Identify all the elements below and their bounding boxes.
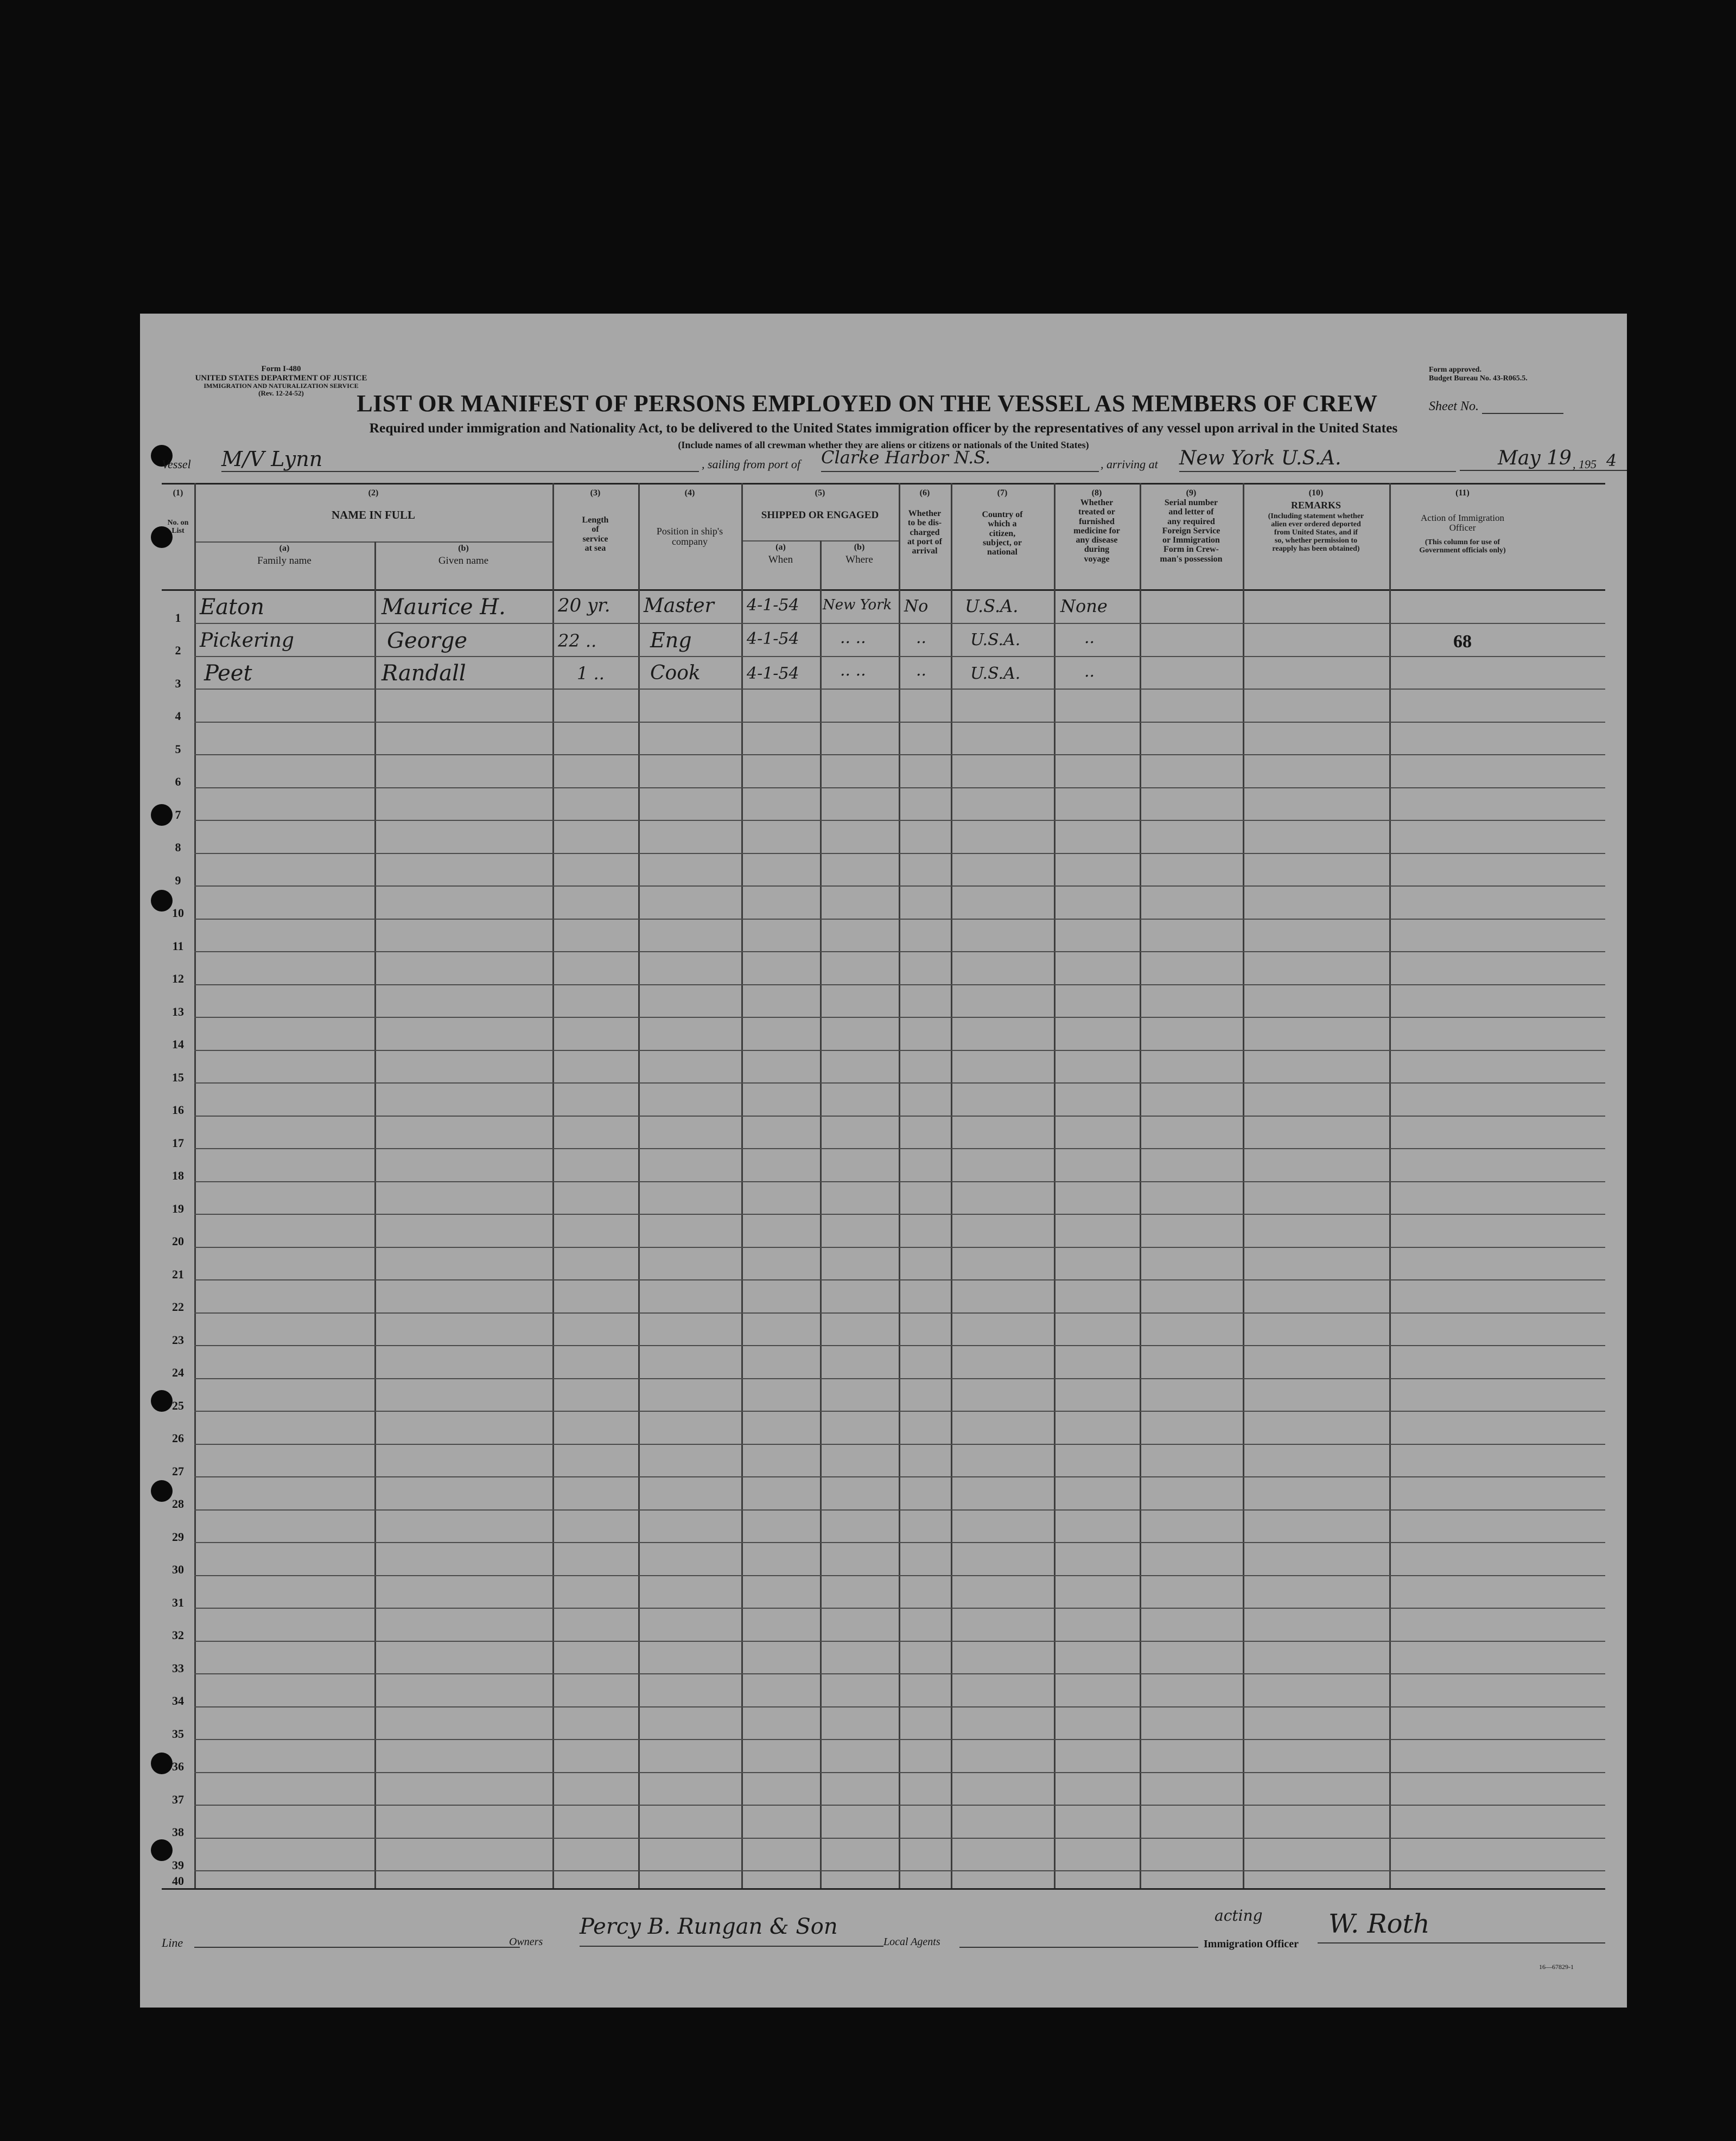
shipped-where-cell[interactable]: .. .. (840, 661, 866, 680)
row-number: 6 (175, 775, 181, 788)
position-cell[interactable]: Cook (650, 662, 701, 684)
row-rule (194, 919, 1605, 920)
row-rule (194, 1247, 1605, 1248)
row-rule (194, 623, 1605, 624)
country-cell[interactable]: U.S.A. (970, 664, 1021, 683)
col11-line2: Officer (1449, 522, 1476, 533)
row-number: 19 (172, 1202, 184, 1215)
col8-line1: Whether (1080, 498, 1114, 507)
action-cell[interactable]: 68 (1453, 632, 1472, 652)
arriving-label: , arriving at (1101, 457, 1158, 471)
row-rule (194, 1476, 1605, 1477)
row-number: 22 (172, 1300, 184, 1314)
row-rule (194, 1772, 1605, 1773)
column-divider (374, 541, 376, 1888)
col5b-header: Where (845, 554, 873, 565)
year-digit[interactable]: 4 (1606, 451, 1617, 470)
medicine-cell[interactable]: .. (1084, 628, 1095, 647)
row-number: 12 (172, 972, 184, 985)
discharge-cell[interactable]: No (904, 597, 929, 616)
col5b-letter: (b) (854, 543, 865, 552)
position-cell[interactable]: Eng (650, 628, 692, 652)
row-number: 3 (175, 677, 181, 690)
col3-line3: service (582, 534, 608, 544)
row-number: 13 (172, 1005, 184, 1018)
row-number: 31 (172, 1596, 184, 1609)
row-rule (194, 1378, 1605, 1379)
row-number: 2 (175, 643, 181, 657)
row-rule (194, 1116, 1605, 1117)
row-number: 30 (172, 1563, 184, 1576)
row-rule (194, 1181, 1605, 1182)
shipped-where-cell[interactable]: .. .. (840, 628, 866, 647)
row-number: 10 (172, 906, 184, 920)
sheet-number-label: Sheet No. (1429, 399, 1479, 413)
col4-line1: Position in ship's (656, 526, 723, 537)
column-divider (1243, 483, 1244, 1888)
col10-header: REMARKS (1290, 500, 1341, 511)
col10-note-line5: reapply has been obtained) (1272, 545, 1360, 553)
column-divider (1140, 483, 1141, 1888)
row-rule (194, 1673, 1605, 1674)
col4-header (638, 526, 741, 547)
col7-line1: Country of (982, 510, 1023, 519)
sheet-number (1429, 399, 1563, 414)
col3-number: (3) (590, 488, 601, 498)
service-length-cell[interactable]: 20 yr. (558, 595, 611, 616)
row-rule (194, 1575, 1605, 1576)
col2b-letter: (b) (458, 544, 469, 553)
col2-header: NAME IN FULL (331, 508, 415, 521)
row-number: 25 (172, 1399, 184, 1412)
row-number: 40 (172, 1874, 184, 1888)
row-rule (194, 1148, 1605, 1149)
col8-line2: treated or (1078, 507, 1115, 517)
col9-line3: any required (1167, 517, 1215, 526)
col10-note-line2: alien ever ordered deported (1271, 520, 1361, 529)
row-number: 38 (172, 1825, 184, 1839)
service-length-cell[interactable]: 22 .. (558, 630, 597, 651)
column-divider (951, 483, 952, 1888)
row-rule (194, 820, 1605, 821)
vessel-name-field[interactable]: M/V Lynn (221, 447, 699, 472)
row-rule (194, 1870, 1605, 1871)
row-number: 23 (172, 1333, 184, 1347)
row-rule (194, 1608, 1605, 1609)
col9-line6: Form in Crew- (1163, 545, 1219, 555)
col2a-header: Family name (257, 555, 311, 566)
col11-note-line2: Government officials only) (1419, 546, 1506, 555)
country-cell[interactable]: U.S.A. (970, 630, 1021, 649)
row-rule (194, 1641, 1605, 1642)
row-rule (194, 656, 1605, 657)
row-number: 18 (172, 1169, 184, 1182)
row-rule (194, 1805, 1605, 1806)
line-label: Line (162, 1936, 183, 1949)
family-name-cell[interactable]: Pickering (200, 629, 294, 652)
crew-inclusion-note: (Include names of all crewman whether they are aliens or citizens or nationals of the United States) (678, 439, 1089, 450)
sheet-number-field[interactable] (1482, 401, 1563, 414)
col8-number: (8) (1091, 488, 1102, 498)
form-number: Form I-480 (261, 365, 301, 373)
col10-note-line3: from United States, and if (1274, 528, 1358, 537)
position-cell[interactable]: Master (644, 595, 714, 617)
arriving-port-field[interactable]: New York U.S.A. (1179, 447, 1456, 472)
officer-signature[interactable]: W. Roth (1318, 1909, 1605, 1944)
col5a-header: When (768, 554, 793, 565)
row-number: 37 (172, 1793, 184, 1806)
row-rule (194, 853, 1605, 854)
column-divider (638, 483, 640, 1888)
col9-line1: Serial number (1164, 498, 1218, 507)
medicine-cell[interactable]: None (1060, 596, 1108, 616)
col11-note (1389, 538, 1536, 555)
col8-line3: furnished (1079, 517, 1115, 526)
row-number: 11 (172, 939, 184, 953)
col11-note-line1: (This column for use of (1425, 538, 1500, 546)
sailing-port-field[interactable]: Clarke Harbor N.S. (821, 447, 1099, 472)
row-rule (194, 1017, 1605, 1018)
row-number: 15 (172, 1070, 184, 1084)
row-rule (194, 1838, 1605, 1839)
row-number: 20 (172, 1234, 184, 1248)
col10-note-line1: (Including statement whether (1268, 512, 1364, 520)
row-rule (194, 1345, 1605, 1346)
given-name-cell[interactable]: George (387, 628, 468, 653)
col8-header (1054, 498, 1140, 564)
row-rule (194, 1706, 1605, 1707)
row-number: 28 (172, 1497, 184, 1511)
col9-header (1140, 498, 1243, 564)
column-divider (741, 483, 743, 1888)
col6-line2: to be dis- (907, 518, 942, 528)
col7-line5: national (987, 547, 1018, 557)
row-number: 35 (172, 1727, 184, 1741)
row-number: 7 (175, 808, 181, 821)
row-rule (194, 1542, 1605, 1543)
department-name: UNITED STATES DEPARTMENT OF JUSTICE (195, 373, 367, 383)
country-cell[interactable]: U.S.A. (965, 596, 1019, 616)
col8-line5: any disease (1076, 536, 1118, 545)
row-rule (194, 689, 1605, 690)
col7-number: (7) (997, 488, 1008, 498)
approval-info (1429, 366, 1528, 383)
row-number: 17 (172, 1136, 184, 1150)
budget-bureau: Budget Bureau No. 43-R065.5. (1429, 374, 1528, 383)
column-divider (194, 483, 196, 1888)
owners-label: Owners (509, 1936, 543, 1948)
col6-line3: charged (910, 527, 940, 537)
row-number: 29 (172, 1530, 184, 1544)
page-title: LIST OR MANIFEST OF PERSONS EMPLOYED ON THE VESSEL AS MEMBERS OF CREW (357, 390, 1378, 417)
col9-number: (9) (1186, 488, 1197, 498)
row-number: 4 (175, 709, 181, 723)
row-number: 27 (172, 1464, 184, 1478)
punch-hole (151, 1839, 173, 1861)
line-field[interactable] (194, 1947, 520, 1948)
row-number: 8 (175, 840, 181, 854)
row-rule (194, 1444, 1605, 1445)
row-rule (194, 754, 1605, 755)
column-divider (552, 483, 554, 1888)
row-rule (194, 885, 1605, 887)
family-name-cell[interactable]: Eaton (200, 595, 264, 620)
row-number: 32 (172, 1628, 184, 1642)
medicine-cell[interactable]: .. (1084, 662, 1095, 681)
owners-signature[interactable]: Percy B. Rungan & Son (580, 1914, 883, 1947)
col6-line5: arrival (912, 546, 938, 556)
shipped-when-cell[interactable]: 4-1-54 (747, 596, 799, 615)
col9-line5: or Immigration (1162, 536, 1220, 545)
col3-line4: at sea (584, 543, 606, 553)
form-revision: (Rev. 12-24-52) (258, 389, 304, 398)
header-bottom-rule (162, 589, 1605, 591)
discharge-cell[interactable]: .. (916, 661, 927, 680)
row-number: 36 (172, 1760, 184, 1773)
col9-line2: and letter of (1168, 507, 1214, 517)
col6-header (899, 509, 951, 556)
row-number: 39 (172, 1858, 184, 1872)
col7-line2: which a (988, 519, 1017, 529)
immigration-officer-label: Immigration Officer (1204, 1938, 1299, 1950)
table-bottom-rule (162, 1888, 1605, 1890)
discharge-cell[interactable]: .. (916, 628, 927, 647)
local-agents-field[interactable] (959, 1947, 1198, 1948)
row-number: 16 (172, 1103, 184, 1117)
col10-note-line4: so, whether permission to (1274, 537, 1358, 545)
page-subtitle: Required under immigration and Nationality Act, to be delivered to the United States immigration officer by the representatives of any vessel upon arrival in the United States (369, 420, 1398, 436)
col11-line1: Action of Immigration (1421, 513, 1504, 523)
row-rule (194, 984, 1605, 985)
form-approved: Form approved. (1429, 366, 1481, 374)
manifest-page (140, 314, 1627, 2008)
year-prefix: , 195 (1573, 457, 1597, 471)
row-number: 26 (172, 1431, 184, 1445)
col7-line4: subject, or (983, 538, 1022, 547)
col8-line7: voyage (1084, 554, 1110, 564)
col7-header (951, 510, 1054, 557)
row-rule (194, 722, 1605, 723)
col3-line1: Length (582, 515, 609, 525)
shipped-when-cell[interactable]: 4-1-54 (747, 629, 799, 648)
row-rule (194, 1411, 1605, 1412)
table-top-rule (162, 483, 1605, 485)
shipped-when-cell[interactable]: 4-1-54 (747, 664, 799, 683)
print-code: 16—67829-1 (1539, 1963, 1574, 1971)
vessel-label: Vessel (162, 457, 191, 471)
arrival-date-field[interactable]: May 19 (1460, 447, 1627, 471)
column-divider (1389, 483, 1391, 1888)
col5-number: (5) (815, 488, 825, 498)
col10-note (1243, 512, 1389, 553)
row-rule (194, 1312, 1605, 1314)
service-length-cell[interactable]: 1 .. (577, 663, 605, 684)
col6-line1: Whether (908, 509, 942, 518)
row-rule (194, 1082, 1605, 1084)
row-number: 24 (172, 1366, 184, 1379)
family-name-cell[interactable]: Peet (204, 661, 252, 686)
col9-line7: man's possession (1160, 554, 1223, 564)
subheader-rule-names (194, 541, 552, 543)
given-name-cell[interactable]: Maurice H. (381, 595, 506, 620)
row-number: 9 (175, 874, 181, 887)
col6-number: (6) (919, 488, 930, 498)
col11-number: (11) (1455, 488, 1470, 498)
col8-line6: during (1084, 545, 1110, 555)
col3-line2: of (592, 525, 599, 534)
row-number: 34 (172, 1694, 184, 1707)
row-number: 33 (172, 1661, 184, 1675)
column-divider (899, 483, 900, 1888)
col7-line3: citizen, (989, 528, 1016, 538)
col4-number: (4) (684, 488, 695, 498)
row-rule (194, 787, 1605, 788)
col6-line4: at port of (907, 537, 942, 546)
row-rule (194, 1509, 1605, 1511)
col2a-letter: (a) (279, 544, 290, 553)
row-rule (194, 1050, 1605, 1051)
row-rule (194, 1739, 1605, 1740)
col1-header: No. on List (167, 519, 189, 536)
row-rule (194, 1279, 1605, 1280)
row-number: 14 (172, 1037, 184, 1051)
col5a-letter: (a) (775, 543, 786, 552)
col1-number: (1) (173, 488, 183, 498)
given-name-cell[interactable]: Randall (381, 661, 466, 686)
col4-line2: company (672, 536, 708, 547)
service-name: IMMIGRATION AND NATURALIZATION SERVICE (204, 382, 359, 390)
row-rule (194, 1214, 1605, 1215)
row-number: 21 (172, 1267, 184, 1281)
sailing-label: , sailing from port of (702, 457, 800, 471)
col9-line4: Foreign Service (1162, 526, 1220, 536)
shipped-where-cell[interactable]: New York (823, 597, 892, 613)
col11-header (1389, 513, 1536, 533)
row-rule (194, 951, 1605, 952)
col5-header: SHIPPED OR ENGAGED (761, 509, 879, 521)
acting-note: acting (1214, 1907, 1263, 1925)
local-agents-label: Local Agents (883, 1936, 940, 1948)
col2b-header: Given name (438, 555, 489, 566)
col2-number: (2) (368, 488, 379, 498)
col3-header (552, 515, 638, 553)
row-number: 5 (175, 742, 181, 756)
col10-number: (10) (1308, 488, 1324, 498)
col8-line4: medicine for (1073, 526, 1120, 536)
row-number: 1 (175, 611, 181, 625)
column-divider (1054, 483, 1055, 1888)
